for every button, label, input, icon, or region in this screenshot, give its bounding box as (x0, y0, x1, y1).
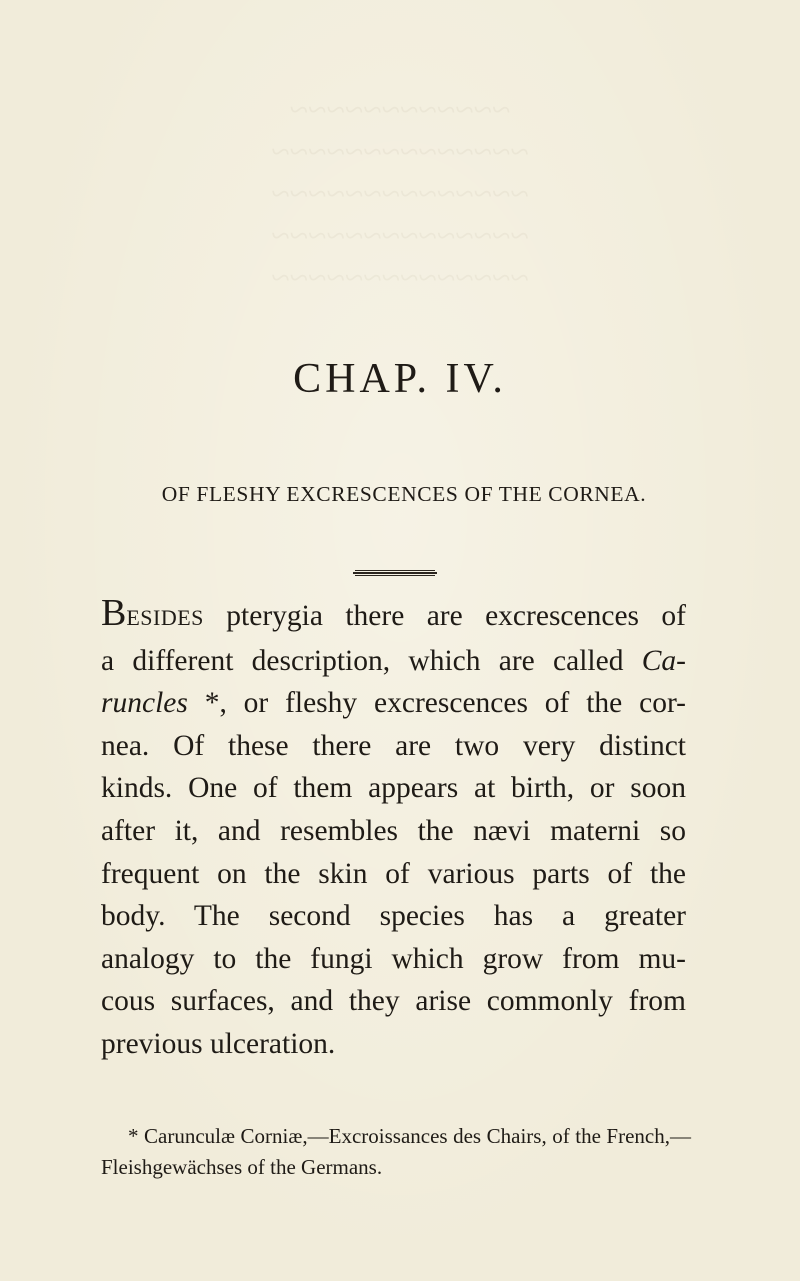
chapter-subtitle: OF FLESHY EXCRESCENCES OF THE CORNEA. (161, 482, 647, 506)
body-line-3: runcles *, or fleshy excrescences of the cor- (101, 687, 686, 720)
body-line-4: nea. Of these there are two very distinct (101, 729, 686, 762)
footnote: * Carunculæ Corniæ,—Excroissances des Chairs, of the French,—Fleishgewächses of the Germans. (101, 1124, 691, 1179)
show-through-texture: ~~~~~~~~~~~~ ~~~~~~~~~~~~~~ ~~~~~~~~~~~~~~ ~~~~~~~~~~~~~~ ~~~~~~~~~~~~~~ (271, 92, 529, 297)
decorative-rule (350, 570, 440, 579)
body-line-8: body. The second species has a greater (101, 900, 686, 933)
body-line-1: BESIDES pterygia there are excrescences of (101, 592, 686, 634)
body-line-10: cous surfaces, and they arise commonly from (101, 985, 686, 1018)
italic-term: runcles (101, 687, 188, 720)
body-line-7: frequent on the skin of various parts of the (101, 857, 686, 890)
body-line-9: analogy to the fungi which grow from mu- (101, 942, 686, 975)
chapter-title: CHAP. IV. (293, 356, 507, 402)
body-line-2: a different description, which are called Ca- (101, 644, 686, 677)
first-word-small-caps: ESIDES (126, 605, 204, 630)
italic-term: Ca- (641, 644, 686, 677)
body-line-6: after it, and resembles the nævi materni so (101, 814, 686, 847)
body-line-5: kinds. One of them appears at birth, or soon (101, 772, 686, 805)
body-line-11: previous ulceration. (101, 1027, 336, 1060)
drop-initial: B (101, 592, 127, 634)
chapter-body-paragraph (101, 592, 686, 1066)
